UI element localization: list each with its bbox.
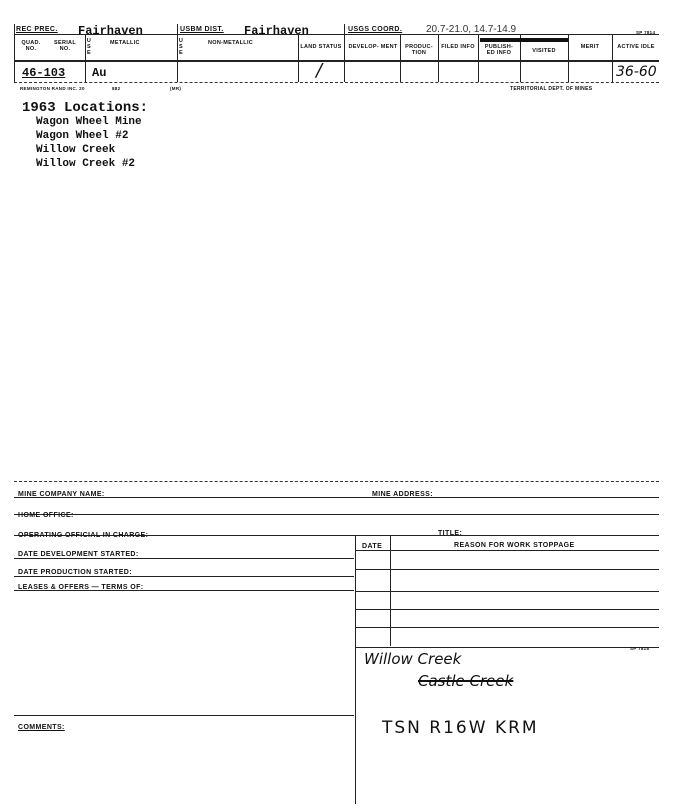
mine-address-label: MINE ADDRESS: [372, 491, 433, 498]
operating-official-label: OPERATING OFFICIAL IN CHARGE: [18, 532, 149, 539]
note-item: Wagon Wheel #2 [36, 130, 129, 142]
rec-prec-label: REC PREC. [16, 26, 58, 33]
comments-label: COMMENTS: [18, 724, 65, 731]
home-office-label: HOME OFFICE: [18, 512, 74, 519]
land-status-value: / [316, 60, 323, 81]
printer-code: 882 [112, 86, 121, 91]
use-label-2: U S E [178, 38, 184, 56]
published-info-label: PUBLISH- ED INFO [484, 44, 514, 56]
handwritten-struck-name: Castle Creek [418, 672, 514, 690]
date-dev-started-label: DATE DEVELOPMENT STARTED: [18, 551, 139, 558]
quad-no-value: 46-103 [22, 66, 66, 80]
active-idle-label: ACTIVE IDLE [617, 44, 655, 50]
handwritten-township: TSN R16W KRM [382, 718, 539, 738]
note-item: Wagon Wheel Mine [36, 116, 142, 128]
leases-label: LEASES & OFFERS — TERMS OF: [18, 584, 144, 591]
development-label: DEVELOP- MENT [348, 44, 398, 50]
usgs-coord-label: USGS COORD. [348, 26, 403, 33]
date-label: DATE [362, 543, 383, 550]
form-code: SP 7814 [636, 30, 656, 35]
usgs-coord-value: 20.7-21.0, 14.7-14.9 [426, 24, 517, 35]
department-imprint: TERRITORIAL DEPT. OF MINES [510, 86, 593, 92]
metallic-value: Au [92, 66, 107, 80]
visited-label: VISITED [532, 48, 556, 54]
usbm-dist-label: USBM DIST. [180, 26, 224, 33]
merit-label: MERIT [580, 44, 600, 50]
printer-code-2: (MR) [170, 86, 182, 91]
production-label: PRODUC- TION [405, 44, 433, 56]
title-label: TITLE: [438, 530, 463, 537]
rec-prec-value: Fairhaven [78, 24, 143, 38]
handwritten-willow-creek: Willow Creek [364, 650, 462, 668]
serial-no-label: SERIAL NO. [54, 40, 76, 52]
use-label-1: U S E [86, 38, 92, 56]
printer-imprint: REMINGTON RAND INC. 20 [20, 86, 85, 91]
active-idle-value: 36-60 [616, 64, 657, 80]
notes-heading: 1963 Locations: [22, 100, 149, 116]
redaction-bar [480, 38, 568, 42]
date-prod-started-label: DATE PRODUCTION STARTED: [18, 569, 132, 576]
quad-no-label: QUAD. NO. [21, 40, 41, 52]
non-metallic-label: NON-METALLIC [208, 40, 254, 46]
note-item: Willow Creek #2 [36, 158, 136, 170]
reason-label: REASON FOR WORK STOPPAGE [454, 542, 575, 549]
metallic-label: METALLIC [110, 40, 140, 46]
mine-company-name-label: MINE COMPANY NAME: [18, 491, 105, 498]
form-code-2: SP 7818 [630, 646, 650, 651]
usbm-dist-value: Fairhaven [244, 24, 309, 38]
land-status-label: LAND STATUS [300, 44, 342, 50]
note-item: Willow Creek [36, 144, 116, 156]
filed-info-label: FILED INFO [441, 44, 475, 50]
